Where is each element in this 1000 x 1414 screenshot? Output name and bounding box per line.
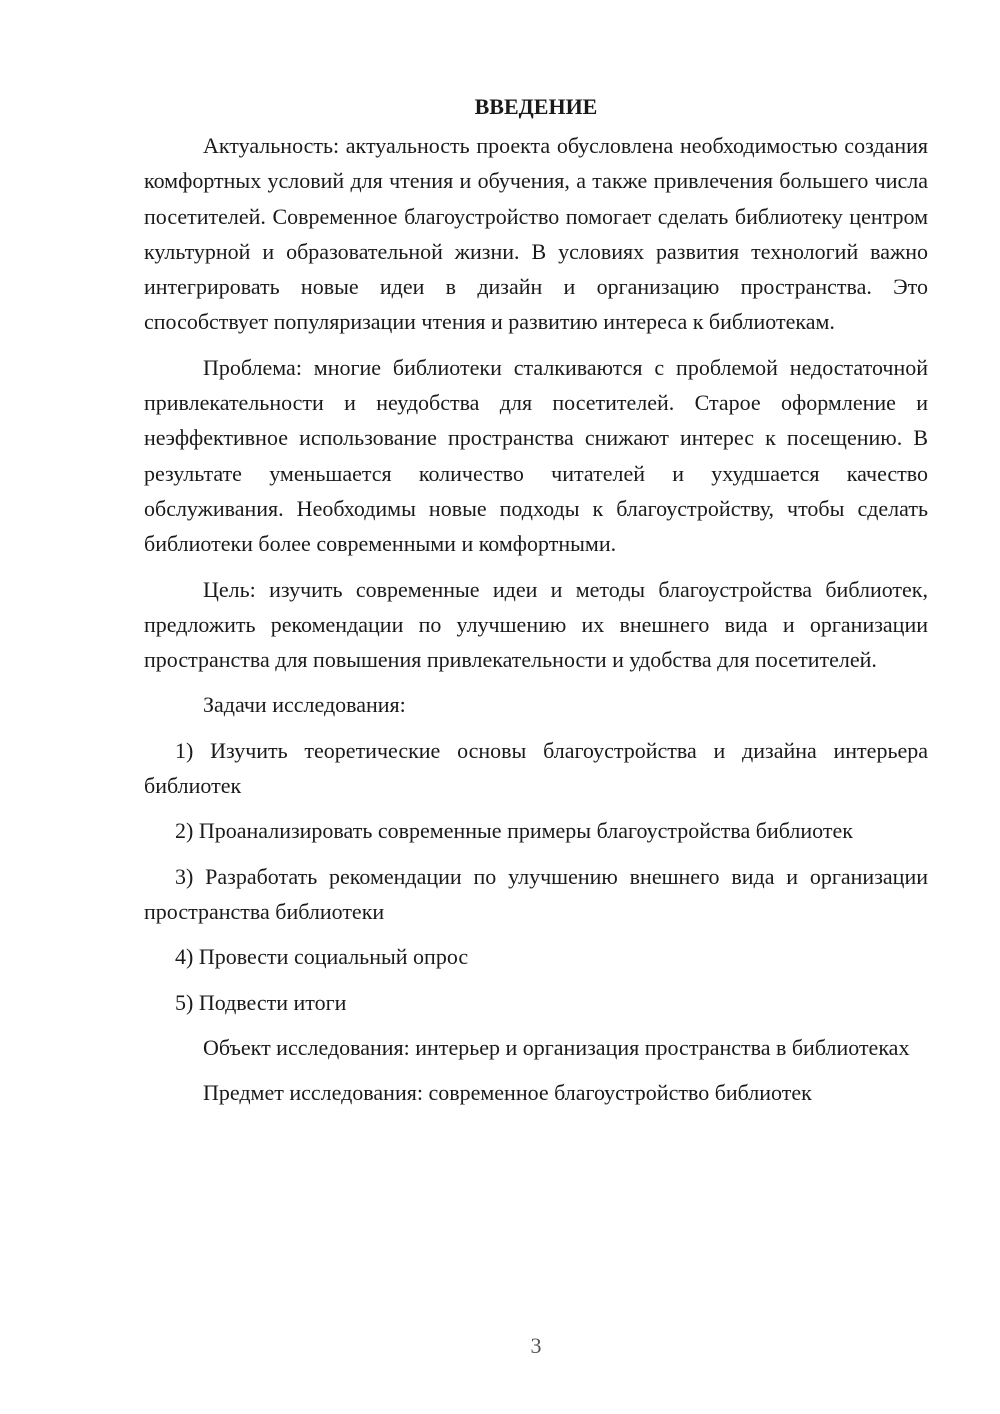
document-page xyxy=(144,90,928,1120)
paragraph-relevance: Актуальность: актуальность проекта обусловлена необходимостью создания комфортных условий для чтения и обучения, а также привлечения большего числа посетителей. Современное благоустройство помогает сделать библиотеку центром культурной и образовательной жизни. В условиях развития технологий важно интегрировать новые идеи в дизайн и организацию пространства. Это способствует популяризации чтения и развитию интереса к библиотекам. xyxy=(144,133,928,335)
paragraph-subject: Предмет исследования: современное благоустройство библиотек xyxy=(203,1080,812,1106)
task-item-1: 1) Изучить теоретические основы благоустройства и дизайна интерьера библиотек xyxy=(144,737,928,799)
task-item-2: 2) Проанализировать современные примеры благоустройства библиотек xyxy=(175,818,853,844)
task-item-4: 4) Провести социальный опрос xyxy=(175,944,469,970)
section-title: ВВЕДЕНИЕ xyxy=(474,94,598,119)
paragraph-problem: Проблема: многие библиотеки сталкиваются с проблемой недостаточной привлекательности и неудобства для посетителей. Старое оформление и неэффективное использование пространства снижают интерес к посещению. В результате уменьшается количество читателей и ухудшается качество обслуживания. Необходимы новые подходы к благоустройству, чтобы сделать библиотеки более современными и комфортными. xyxy=(144,354,928,557)
page-number: 3 xyxy=(530,1333,542,1358)
task-item-3: 3) Разработать рекомендации по улучшению внешнего вида и организации пространства библиотеки xyxy=(144,863,928,924)
paragraph-goal: Цель: изучить современные идеи и методы благоустройства библиотек, предложить рекомендации по улучшению их внешнего вида и организации пространства для повышения привлекательности и удобства для посетителей. xyxy=(144,576,928,673)
paragraph-tasks-heading: Задачи исследования: xyxy=(203,692,406,718)
paragraph-object: Объект исследования: интерьер и организация пространства в библиотеках xyxy=(203,1034,910,1060)
task-item-5: 5) Подвести итоги xyxy=(175,989,347,1015)
